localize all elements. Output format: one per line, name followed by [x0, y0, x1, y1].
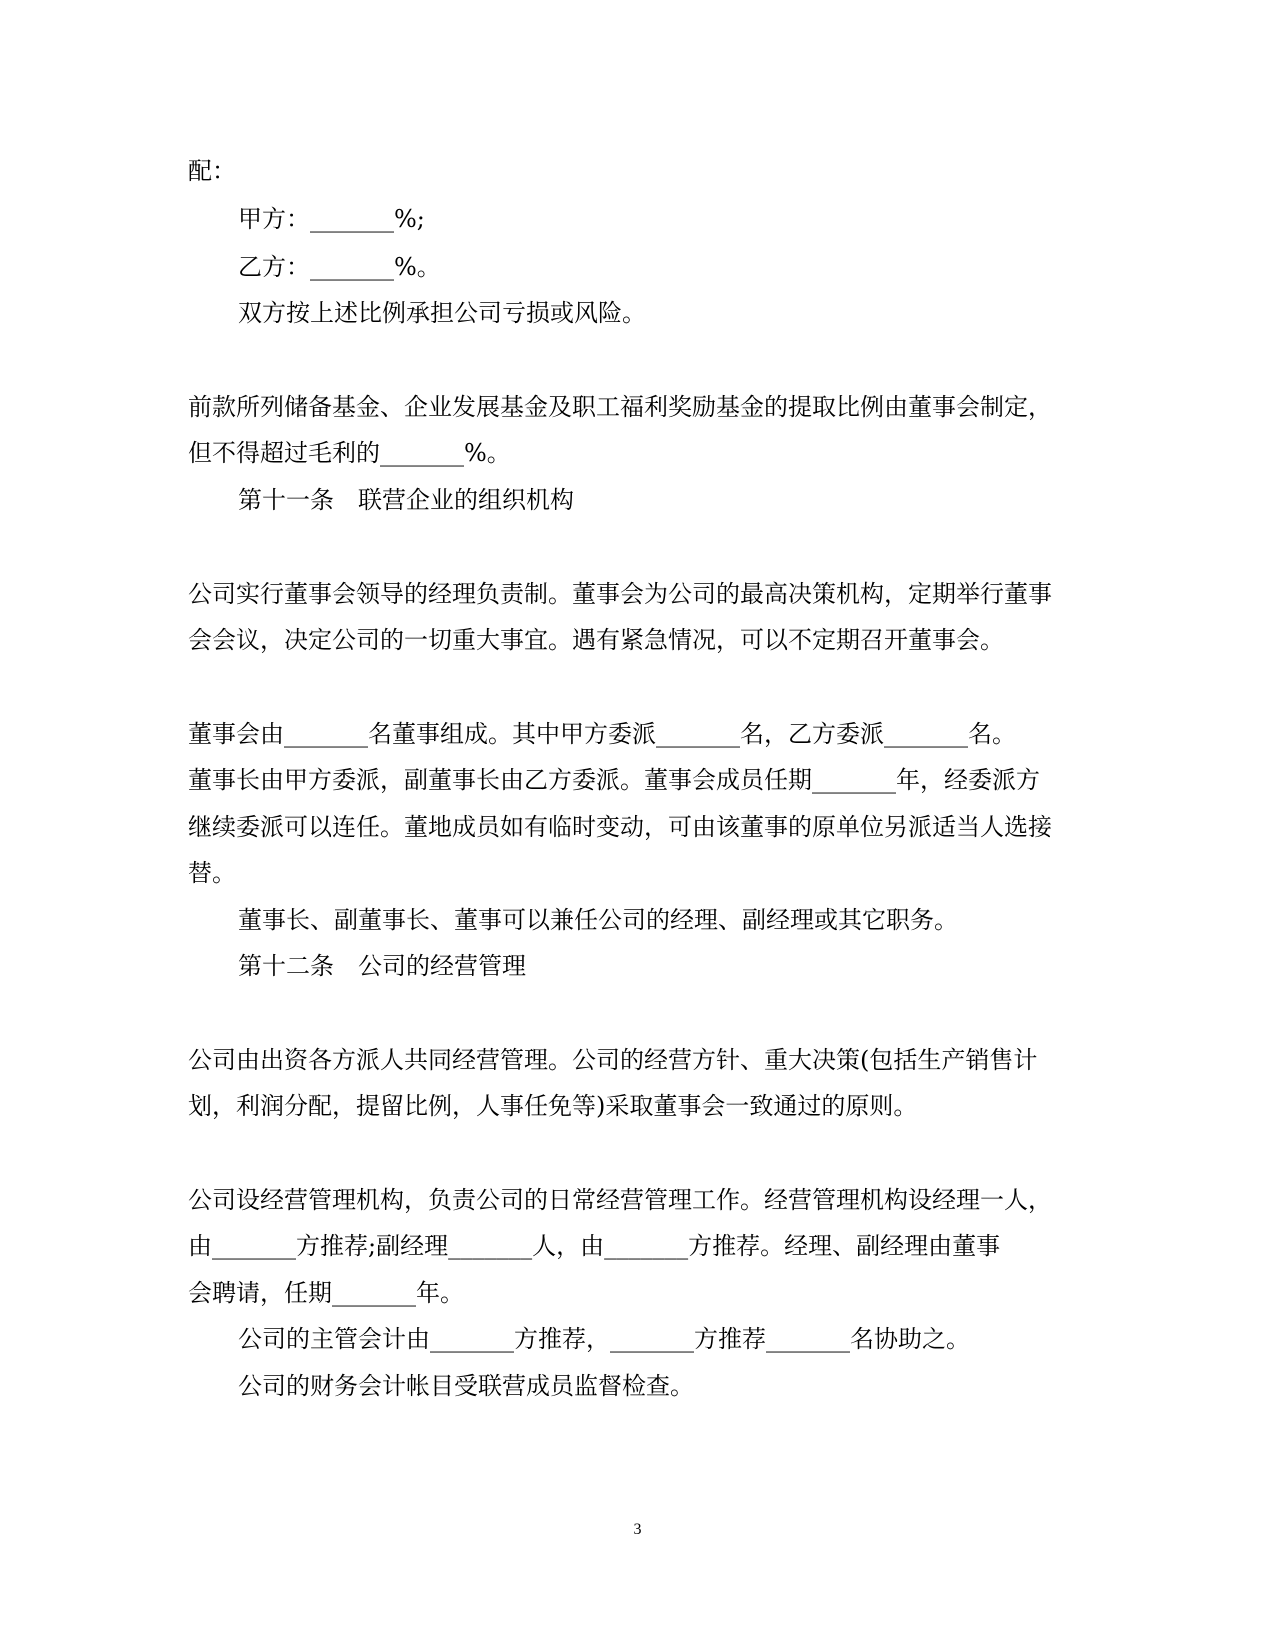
text-line: 继续委派可以连任。董地成员如有临时变动，可由该董事的原单位另派适当人选接 — [188, 813, 1052, 841]
text-line: 划，利润分配，提留比例，人事任免等)采取董事会一致通过的原则。 — [188, 1092, 918, 1120]
text-line: 双方按上述比例承担公司亏损或风险。 — [238, 299, 646, 327]
text-line: 乙方：_______%。 — [238, 253, 441, 281]
section-heading: 第十一条 联营企业的组织机构 — [238, 486, 574, 514]
text-line: 公司设经营管理机构，负责公司的日常经营管理工作。经营管理机构设经理一人， — [188, 1186, 1052, 1214]
text-line: 会会议，决定公司的一切重大事宜。遇有紧急情况，可以不定期召开董事会。 — [188, 626, 1004, 654]
text-line: 但不得超过毛利的_______%。 — [188, 439, 511, 467]
text-line: 会聘请，任期_______年。 — [188, 1279, 464, 1307]
text-line: 公司由出资各方派人共同经营管理。公司的经营方针、重大决策(包括生产销售计 — [188, 1046, 1038, 1074]
text-line: 公司的主管会计由_______方推荐，_______方推荐_______名协助之。 — [238, 1325, 970, 1353]
text-line: 由_______方推荐;副经理_______人，由_______方推荐。经理、副经理由董事 — [188, 1232, 1001, 1260]
text-line: 甲方：_______%; — [238, 205, 425, 233]
text-line: 公司的财务会计帐目受联营成员监督检查。 — [238, 1372, 694, 1400]
text-line: 公司实行董事会领导的经理负责制。董事会为公司的最高决策机构，定期举行董事 — [188, 580, 1052, 608]
text-line: 董事长、副董事长、董事可以兼任公司的经理、副经理或其它职务。 — [238, 906, 958, 934]
section-heading: 第十二条 公司的经营管理 — [238, 952, 526, 980]
text-line: 董事会由_______名董事组成。其中甲方委派_______名，乙方委派_______名。 — [188, 720, 1016, 748]
text-line: 董事长由甲方委派，副董事长由乙方委派。董事会成员任期_______年，经委派方 — [188, 766, 1040, 794]
text-line: 替。 — [188, 859, 236, 887]
text-line: 配： — [188, 157, 236, 185]
page-number: 3 — [633, 1521, 642, 1538]
text-line: 前款所列储备基金、企业发展基金及职工福利奖励基金的提取比例由董事会制定， — [188, 393, 1052, 421]
